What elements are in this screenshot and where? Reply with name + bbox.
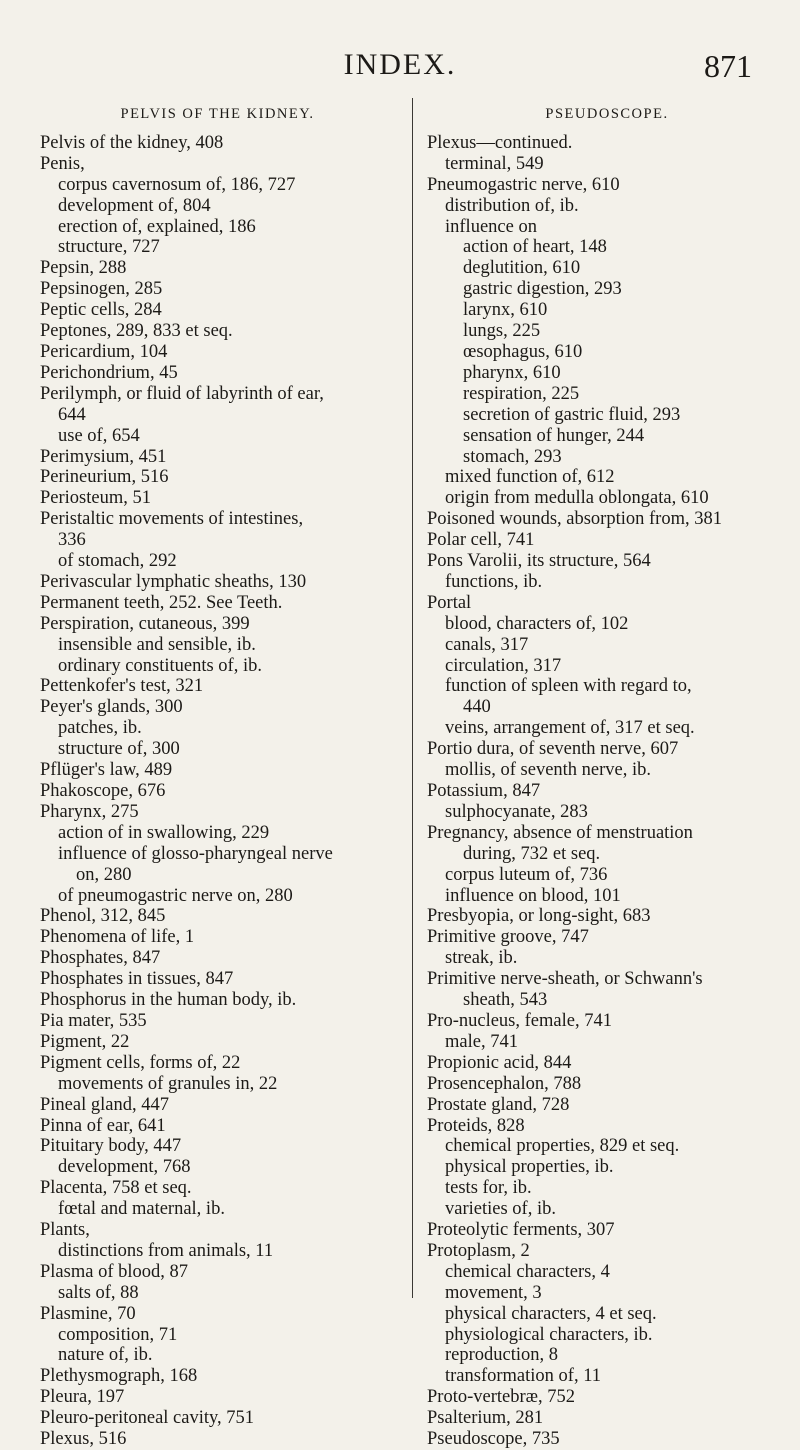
index-entry: distribution of, ib.	[445, 195, 579, 216]
index-entry: Proteids, 828	[427, 1115, 525, 1136]
index-entry: mollis, of seventh nerve, ib.	[445, 760, 652, 781]
index-entry: Pituitary body, 447	[40, 1136, 182, 1157]
index-entry: origin from medulla oblongata, 610	[445, 488, 709, 509]
index-entry: larynx, 610	[463, 300, 548, 321]
index-entry: Permanent teeth, 252. See Teeth.	[40, 592, 283, 613]
index-entry: Pepsin, 288	[40, 258, 127, 279]
index-entry: pharynx, 610	[463, 362, 561, 383]
index-entry: secretion of gastric fluid, 293	[463, 404, 681, 425]
index-entry: use of, 654	[58, 425, 140, 446]
index-entry: erection of, explained, 186	[58, 216, 256, 237]
index-entry: Plants,	[40, 1220, 90, 1241]
index-entry: Pelvis of the kidney, 408	[40, 132, 224, 153]
index-entry: Perineurium, 516	[40, 467, 169, 488]
index-entry: Pia mater, 535	[40, 1010, 147, 1031]
index-entry: Pineal gland, 447	[40, 1094, 169, 1115]
index-entry: Proteolytic ferments, 307	[427, 1220, 615, 1241]
index-entry: Primitive nerve-sheath, or Schwann's	[427, 969, 703, 990]
index-entry: chemical characters, 4	[445, 1261, 610, 1282]
page-title: INDEX.	[343, 48, 457, 81]
index-entry: varieties of, ib.	[445, 1199, 556, 1220]
index-entry: Pseudoscope, 735	[427, 1429, 560, 1450]
index-entry: Primitive groove, 747	[427, 927, 589, 948]
index-entry: Perilymph, or fluid of labyrinth of ear,	[40, 383, 324, 404]
index-entry: 336	[58, 530, 86, 551]
index-entry: Pinna of ear, 641	[40, 1115, 166, 1136]
index-entry: Prostate gland, 728	[427, 1094, 570, 1115]
index-entry: 644	[58, 404, 86, 425]
index-entry: structure, 727	[58, 237, 160, 258]
right-column	[427, 104, 787, 1450]
index-entry: Phenol, 312, 845	[40, 906, 166, 927]
index-entry: of stomach, 292	[58, 551, 177, 572]
index-entry: movement, 3	[445, 1282, 542, 1303]
index-entry: corpus cavernosum of, 186, 727	[58, 174, 296, 195]
index-entry: Plethysmograph, 168	[40, 1366, 198, 1387]
index-entry: Penis,	[40, 153, 85, 174]
index-entry: Pons Varolii, its structure, 564	[427, 551, 651, 572]
index-entry: structure of, 300	[58, 739, 180, 760]
index-entry: Pflüger's law, 489	[40, 760, 173, 781]
index-entry: canals, 317	[445, 634, 529, 655]
index-entry: patches, ib.	[58, 718, 142, 739]
index-entry: Phenomena of life, 1	[40, 927, 195, 948]
index-entry: Pharynx, 275	[40, 801, 139, 822]
index-entry: streak, ib.	[445, 948, 518, 969]
index-entry: influence on blood, 101	[445, 885, 621, 906]
index-entry: 440	[463, 697, 491, 718]
index-entry: circulation, 317	[445, 655, 562, 676]
column-divider	[412, 98, 413, 1298]
index-entry: Phakoscope, 676	[40, 781, 166, 801]
index-entry: Plasma of blood, 87	[40, 1261, 188, 1282]
index-entry: nature of, ib.	[58, 1345, 153, 1366]
page-header	[0, 48, 800, 88]
index-entry: Pneumogastric nerve, 610	[427, 174, 620, 195]
index-entry: physical characters, 4 et seq.	[445, 1303, 657, 1324]
index-entry: action of heart, 148	[463, 237, 607, 258]
index-entry: veins, arrangement of, 317 et seq.	[445, 718, 695, 739]
right-running-head: PSEUDOSCOPE.	[545, 106, 669, 122]
index-entry: ordinary constituents of, ib.	[58, 655, 262, 676]
index-entry: Phosphates in tissues, 847	[40, 969, 234, 990]
index-entry: functions, ib.	[445, 571, 543, 592]
index-entry: Plexus—continued.	[427, 132, 573, 153]
index-entry: male, 741	[445, 1031, 518, 1052]
index-entry: Pettenkofer's test, 321	[40, 676, 204, 697]
index-entry: function of spleen with regard to,	[445, 676, 692, 697]
index-entry: on, 280	[76, 864, 132, 885]
index-entry: Pepsinogen, 285	[40, 279, 163, 300]
index-entry: Plexus, 516	[40, 1429, 127, 1450]
index-entry: fœtal and maternal, ib.	[58, 1199, 225, 1220]
index-entry: Plasmine, 70	[40, 1303, 136, 1324]
index-entry: Peristaltic movements of intestines,	[40, 509, 304, 530]
index-entry: Phosphorus in the human body, ib.	[40, 990, 297, 1011]
index-entry: Poisoned wounds, absorption from, 381	[427, 509, 722, 530]
index-entry: Pigment cells, forms of, 22	[40, 1052, 241, 1073]
left-column	[40, 104, 395, 1450]
index-entry: development, 768	[58, 1157, 191, 1178]
index-entry: action of in swallowing, 229	[58, 822, 270, 843]
index-entry: sulphocyanate, 283	[445, 801, 588, 822]
index-entry: Perichondrium, 45	[40, 362, 178, 383]
index-entry: tests for, ib.	[445, 1178, 532, 1199]
index-entry: Periosteum, 51	[40, 488, 151, 509]
index-entry: transformation of, 11	[445, 1366, 602, 1387]
index-entry: Perspiration, cutaneous, 399	[40, 613, 250, 634]
index-entry: reproduction, 8	[445, 1345, 559, 1366]
index-entry: Polar cell, 741	[427, 530, 535, 551]
index-entry: movements of granules in, 22	[58, 1073, 278, 1094]
index-entry: physical properties, ib.	[445, 1157, 614, 1178]
index-entry: Pericardium, 104	[40, 341, 168, 362]
index-entry: physiological characters, ib.	[445, 1324, 653, 1345]
index-entry: Presbyopia, or long-sight, 683	[427, 906, 651, 927]
index-entry: Psalterium, 281	[427, 1408, 544, 1429]
index-entry: Peptic cells, 284	[40, 300, 162, 321]
index-entry: development of, 804	[58, 195, 211, 216]
index-entry: Portal	[427, 592, 472, 613]
index-entry: chemical properties, 829 et seq.	[445, 1136, 680, 1157]
index-entry: deglutition, 610	[463, 258, 581, 279]
index-entry: terminal, 549	[445, 153, 544, 174]
index-entry: salts of, 88	[58, 1282, 139, 1303]
index-entry: stomach, 293	[463, 446, 562, 467]
index-entry: blood, characters of, 102	[445, 613, 629, 634]
index-entry: Propionic acid, 844	[427, 1052, 572, 1073]
index-entry: Protoplasm, 2	[427, 1240, 530, 1261]
page-number: 871	[704, 48, 752, 84]
right-entries	[427, 133, 787, 1450]
index-entry: Pleuro-peritoneal cavity, 751	[40, 1408, 255, 1429]
index-entry: corpus luteum of, 736	[445, 864, 608, 885]
index-entry: Potassium, 847	[427, 781, 541, 801]
index-entry: Pro-nucleus, female, 741	[427, 1010, 612, 1031]
left-running-head: PELVIS OF THE KIDNEY.	[120, 106, 315, 122]
index-entry: Pregnancy, absence of menstruation	[427, 822, 693, 843]
index-entry: Placenta, 758 et seq.	[40, 1178, 192, 1199]
index-entry: distinctions from animals, 11	[58, 1240, 274, 1261]
index-entry: insensible and sensible, ib.	[58, 634, 256, 655]
index-entry: lungs, 225	[463, 321, 541, 342]
index-entry: Proto-vertebræ, 752	[427, 1387, 575, 1408]
index-entry: respiration, 225	[463, 383, 580, 404]
index-entry: Pleura, 197	[40, 1387, 125, 1408]
index-entry: during, 732 et seq.	[463, 843, 601, 864]
index-entry: œsophagus, 610	[463, 341, 583, 362]
index-entry: gastric digestion, 293	[463, 279, 622, 300]
index-entry: sensation of hunger, 244	[463, 425, 645, 446]
index-entry: Phosphates, 847	[40, 948, 161, 969]
index-entry: composition, 71	[58, 1324, 178, 1345]
index-entry: Perimysium, 451	[40, 446, 167, 467]
index-entry: Perivascular lymphatic sheaths, 130	[40, 571, 307, 592]
index-entry: Peyer's glands, 300	[40, 697, 183, 718]
index-entry: Prosencephalon, 788	[427, 1073, 582, 1094]
index-entry: Pigment, 22	[40, 1031, 130, 1052]
index-entry: influence on	[445, 216, 537, 237]
left-entries	[40, 133, 395, 1450]
index-entry: Peptones, 289, 833 et seq.	[40, 321, 233, 342]
index-entry: influence of glosso-pharyngeal nerve	[58, 843, 333, 864]
index-entry: sheath, 543	[463, 990, 548, 1011]
index-entry: Portio dura, of seventh nerve, 607	[427, 739, 679, 760]
index-entry: mixed function of, 612	[445, 467, 615, 488]
index-entry: of pneumogastric nerve on, 280	[58, 885, 293, 906]
